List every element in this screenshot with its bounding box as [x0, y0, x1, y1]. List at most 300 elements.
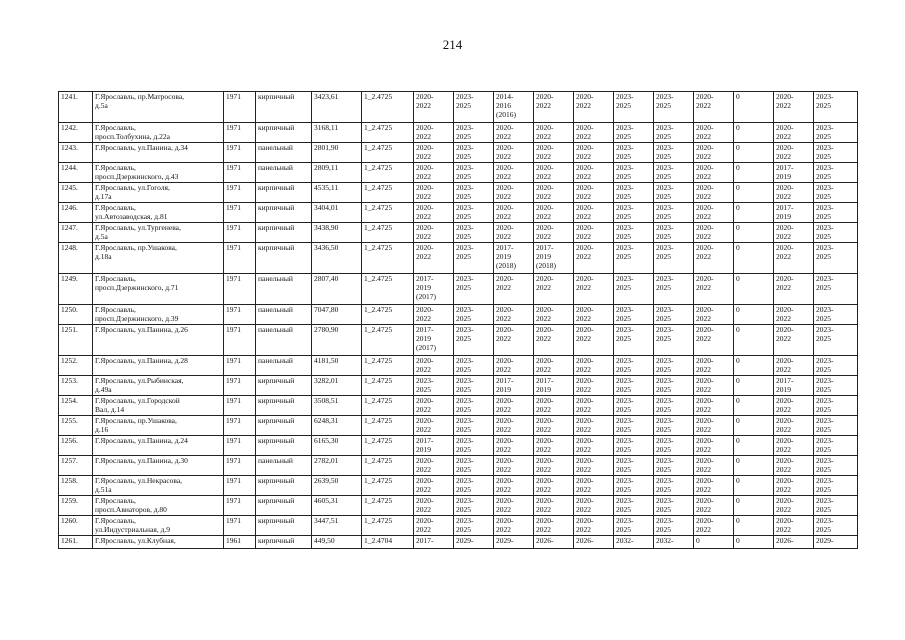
table-row [59, 476, 858, 496]
cell-year: 1971 [224, 243, 256, 274]
cell-period-4: 2020- 2022 [534, 143, 574, 163]
cell-period-4: 2020- 2022 [534, 325, 574, 356]
cell-period-6: 2023- 2025 [614, 516, 654, 536]
cell-code: 1_2.4725 [362, 92, 414, 123]
cell-address: Г.Ярославль, ул.Городской Вал, д.14 [93, 396, 224, 416]
cell-wall-material: кирпичный [256, 436, 312, 456]
cell-period-2: 2023- 2025 [454, 92, 494, 123]
cell-row-number: 1257. [59, 456, 93, 476]
cell-period-8: 2020- 2022 [694, 416, 734, 436]
cell-code: 1_2.4725 [362, 325, 414, 356]
cell-period-9: 0 [734, 396, 774, 416]
cell-period-3: 2020- 2022 [494, 436, 534, 456]
cell-period-6: 2023- 2025 [614, 396, 654, 416]
cell-period-3: 2020- 2022 [494, 516, 534, 536]
cell-period-1: 2020- 2022 [414, 223, 454, 243]
cell-period-5: 2020- 2022 [574, 476, 614, 496]
cell-period-11: 2023- 2025 [814, 325, 858, 356]
cell-address: Г.Ярославль, просп.Дзержинского, д.39 [93, 305, 224, 325]
cell-period-10: 2017- 2019 [774, 163, 814, 183]
cell-row-number: 1252. [59, 356, 93, 376]
cell-period-4: 2020- 2022 [534, 356, 574, 376]
cell-period-11: 2023- 2025 [814, 183, 858, 203]
cell-code: 1_2.4725 [362, 496, 414, 516]
cell-period-5: 2020- 2022 [574, 356, 614, 376]
cell-area: 3282,01 [312, 376, 362, 396]
table-row [59, 376, 858, 396]
cell-address: Г.Ярославль, ул.Панина, д.24 [93, 436, 224, 456]
cell-address: Г.Ярославль, ул.Индустриальная, д.9 [93, 516, 224, 536]
cell-wall-material: кирпичный [256, 396, 312, 416]
cell-code: 1_2.4725 [362, 305, 414, 325]
cell-wall-material: кирпичный [256, 243, 312, 274]
cell-wall-material: кирпичный [256, 203, 312, 223]
cell-period-5: 2020- 2022 [574, 92, 614, 123]
cell-period-10: 2020- 2022 [774, 183, 814, 203]
cell-period-10: 2020- 2022 [774, 476, 814, 496]
cell-period-9: 0 [734, 243, 774, 274]
cell-period-6: 2023- 2025 [614, 376, 654, 396]
cell-area: 4605,31 [312, 496, 362, 516]
cell-wall-material: кирпичный [256, 223, 312, 243]
table-row [59, 305, 858, 325]
cell-period-10: 2020- 2022 [774, 325, 814, 356]
cell-period-3: 2014- 2016 (2016) [494, 92, 534, 123]
cell-period-9: 0 [734, 416, 774, 436]
cell-wall-material: панельный [256, 143, 312, 163]
cell-period-8: 2020- 2022 [694, 163, 734, 183]
cell-code: 1_2.4725 [362, 516, 414, 536]
cell-address: Г.Ярославль, ул.Некрасова, д.51а [93, 476, 224, 496]
cell-area: 6248,31 [312, 416, 362, 436]
cell-period-1: 2020- 2022 [414, 243, 454, 274]
cell-period-10: 2020- 2022 [774, 243, 814, 274]
cell-period-10: 2026- [774, 536, 814, 549]
cell-row-number: 1244. [59, 163, 93, 183]
cell-period-2: 2023- 2025 [454, 396, 494, 416]
cell-period-11: 2023- 2025 [814, 516, 858, 536]
cell-period-3: 2020- 2022 [494, 456, 534, 476]
cell-period-2: 2023- 2025 [454, 243, 494, 274]
cell-period-7: 2023- 2025 [654, 476, 694, 496]
cell-period-1: 2017- 2019 (2017) [414, 274, 454, 305]
cell-period-6: 2023- 2025 [614, 143, 654, 163]
cell-address: Г.Ярославль, просп.Дзержинского, д.71 [93, 274, 224, 305]
cell-period-9: 0 [734, 496, 774, 516]
cell-code: 1_2.4725 [362, 396, 414, 416]
table-row [59, 356, 858, 376]
cell-period-3: 2020- 2022 [494, 183, 534, 203]
cell-address: Г.Ярославль, ул.Гоголя, д.17а [93, 183, 224, 203]
cell-period-8: 2020- 2022 [694, 496, 734, 516]
cell-address: Г.Ярославль, пр.Ушакова, д.18а [93, 243, 224, 274]
cell-period-5: 2020- 2022 [574, 203, 614, 223]
cell-period-8: 2020- 2022 [694, 476, 734, 496]
cell-period-5: 2020- 2022 [574, 416, 614, 436]
cell-period-9: 0 [734, 536, 774, 549]
cell-address: Г.Ярославль, ул.Клубная, [93, 536, 224, 549]
cell-address: Г.Ярославль, ул.Панина, д.28 [93, 356, 224, 376]
cell-area: 4181,50 [312, 356, 362, 376]
cell-period-3: 2020- 2022 [494, 356, 534, 376]
cell-period-4: 2020- 2022 [534, 436, 574, 456]
cell-period-3: 2020- 2022 [494, 396, 534, 416]
cell-period-1: 2020- 2022 [414, 496, 454, 516]
cell-period-4: 2020- 2022 [534, 476, 574, 496]
cell-row-number: 1260. [59, 516, 93, 536]
cell-area: 2639,50 [312, 476, 362, 496]
cell-year: 1971 [224, 123, 256, 143]
cell-period-2: 2023- 2025 [454, 223, 494, 243]
cell-period-9: 0 [734, 223, 774, 243]
cell-period-2: 2023- 2025 [454, 325, 494, 356]
table-row [59, 92, 858, 123]
cell-period-6: 2023- 2025 [614, 456, 654, 476]
cell-period-11: 2023- 2025 [814, 396, 858, 416]
cell-period-2: 2023- 2025 [454, 163, 494, 183]
cell-period-6: 2023- 2025 [614, 325, 654, 356]
cell-period-6: 2023- 2025 [614, 496, 654, 516]
cell-code: 1_2.4725 [362, 123, 414, 143]
cell-period-6: 2023- 2025 [614, 274, 654, 305]
cell-period-8: 2020- 2022 [694, 123, 734, 143]
cell-wall-material: кирпичный [256, 536, 312, 549]
page-number: 214 [442, 37, 463, 52]
cell-wall-material: панельный [256, 274, 312, 305]
cell-period-2: 2023- 2025 [454, 496, 494, 516]
cell-period-2: 2023- 2025 [454, 456, 494, 476]
cell-code: 1_2.4725 [362, 274, 414, 305]
cell-period-3: 2020- 2022 [494, 476, 534, 496]
cell-period-2: 2023- 2025 [454, 143, 494, 163]
cell-wall-material: панельный [256, 305, 312, 325]
cell-area: 2809,11 [312, 163, 362, 183]
cell-year: 1971 [224, 376, 256, 396]
cell-wall-material: кирпичный [256, 92, 312, 123]
cell-address: Г.Ярославль, просп.Авиаторов, д.80 [93, 496, 224, 516]
cell-period-7: 2023- 2025 [654, 163, 694, 183]
cell-row-number: 1246. [59, 203, 93, 223]
cell-row-number: 1248. [59, 243, 93, 274]
cell-period-7: 2023- 2025 [654, 243, 694, 274]
cell-period-2: 2023- 2025 [454, 476, 494, 496]
cell-row-number: 1253. [59, 376, 93, 396]
cell-code: 1_2.4725 [362, 163, 414, 183]
cell-period-3: 2029- [494, 536, 534, 549]
cell-wall-material: панельный [256, 356, 312, 376]
cell-period-5: 2020- 2022 [574, 376, 614, 396]
cell-period-11: 2023- 2025 [814, 456, 858, 476]
cell-period-6: 2023- 2025 [614, 203, 654, 223]
cell-period-10: 2020- 2022 [774, 396, 814, 416]
cell-period-10: 2020- 2022 [774, 356, 814, 376]
cell-period-10: 2020- 2022 [774, 305, 814, 325]
cell-period-8: 2020- 2022 [694, 143, 734, 163]
cell-period-2: 2029- [454, 536, 494, 549]
cell-period-5: 2020- 2022 [574, 516, 614, 536]
cell-period-1: 2023- 2025 [414, 376, 454, 396]
cell-period-10: 2020- 2022 [774, 92, 814, 123]
cell-period-8: 2020- 2022 [694, 436, 734, 456]
cell-period-8: 2020- 2022 [694, 223, 734, 243]
cell-period-3: 2017- 2019 (2018) [494, 243, 534, 274]
cell-row-number: 1256. [59, 436, 93, 456]
cell-address: Г.Ярославль, ул.Рыбинская, д.49а [93, 376, 224, 396]
cell-code: 1_2.4725 [362, 476, 414, 496]
cell-year: 1971 [224, 476, 256, 496]
cell-period-8: 2020- 2022 [694, 243, 734, 274]
cell-period-11: 2023- 2025 [814, 203, 858, 223]
cell-wall-material: кирпичный [256, 496, 312, 516]
cell-period-2: 2023- 2025 [454, 416, 494, 436]
cell-period-11: 2029- [814, 536, 858, 549]
cell-period-11: 2023- 2025 [814, 436, 858, 456]
cell-period-5: 2020- 2022 [574, 143, 614, 163]
cell-period-11: 2023- 2025 [814, 163, 858, 183]
cell-year: 1971 [224, 183, 256, 203]
table-body [59, 92, 858, 549]
cell-area: 2801,90 [312, 143, 362, 163]
cell-code: 1_2.4725 [362, 356, 414, 376]
cell-period-7: 2023- 2025 [654, 203, 694, 223]
cell-period-5: 2020- 2022 [574, 496, 614, 516]
cell-period-5: 2020- 2022 [574, 123, 614, 143]
cell-period-1: 2020- 2022 [414, 123, 454, 143]
cell-period-4: 2020- 2022 [534, 274, 574, 305]
cell-year: 1971 [224, 305, 256, 325]
cell-period-3: 2020- 2022 [494, 123, 534, 143]
cell-period-5: 2020- 2022 [574, 396, 614, 416]
cell-area: 2780,90 [312, 325, 362, 356]
cell-code: 1_2.4725 [362, 416, 414, 436]
cell-period-9: 0 [734, 476, 774, 496]
cell-period-9: 0 [734, 123, 774, 143]
table-row [59, 496, 858, 516]
cell-period-9: 0 [734, 325, 774, 356]
cell-area: 6165,30 [312, 436, 362, 456]
table-row [59, 163, 858, 183]
cell-period-9: 0 [734, 163, 774, 183]
cell-period-1: 2020- 2022 [414, 476, 454, 496]
cell-period-3: 2020- 2022 [494, 274, 534, 305]
cell-period-7: 2023- 2025 [654, 223, 694, 243]
cell-year: 1971 [224, 203, 256, 223]
cell-period-5: 2020- 2022 [574, 223, 614, 243]
cell-period-8: 2020- 2022 [694, 274, 734, 305]
cell-code: 1_2.4725 [362, 243, 414, 274]
cell-period-8: 2020- 2022 [694, 203, 734, 223]
cell-wall-material: панельный [256, 325, 312, 356]
cell-period-6: 2023- 2025 [614, 243, 654, 274]
cell-period-9: 0 [734, 305, 774, 325]
cell-period-6: 2032- [614, 536, 654, 549]
cell-period-8: 2020- 2022 [694, 325, 734, 356]
cell-period-6: 2023- 2025 [614, 476, 654, 496]
cell-period-10: 2020- 2022 [774, 496, 814, 516]
cell-area: 3436,50 [312, 243, 362, 274]
cell-year: 1971 [224, 456, 256, 476]
cell-address: Г.Ярославль, ул.Панина, д.26 [93, 325, 224, 356]
cell-period-9: 0 [734, 516, 774, 536]
cell-period-9: 0 [734, 203, 774, 223]
cell-period-3: 2020- 2022 [494, 163, 534, 183]
cell-area: 3404,01 [312, 203, 362, 223]
cell-code: 1_2.4704 [362, 536, 414, 549]
cell-period-6: 2023- 2025 [614, 436, 654, 456]
cell-period-5: 2020- 2022 [574, 274, 614, 305]
cell-year: 1971 [224, 325, 256, 356]
cell-period-8: 0 [694, 536, 734, 549]
cell-period-11: 2023- 2025 [814, 92, 858, 123]
table-row [59, 203, 858, 223]
cell-address: Г.Ярославль, ул.Тургенева, д.5а [93, 223, 224, 243]
cell-period-10: 2020- 2022 [774, 436, 814, 456]
cell-period-10: 2017- 2019 [774, 203, 814, 223]
cell-period-7: 2023- 2025 [654, 436, 694, 456]
cell-period-11: 2023- 2025 [814, 496, 858, 516]
table-row [59, 436, 858, 456]
cell-row-number: 1254. [59, 396, 93, 416]
cell-period-5: 2020- 2022 [574, 305, 614, 325]
cell-period-1: 2020- 2022 [414, 143, 454, 163]
cell-year: 1971 [224, 416, 256, 436]
table-row [59, 456, 858, 476]
cell-period-10: 2020- 2022 [774, 143, 814, 163]
cell-address: Г.Ярославль, пр.Ушакова, д.16 [93, 416, 224, 436]
table-row [59, 243, 858, 274]
cell-period-2: 2023- 2025 [454, 356, 494, 376]
cell-period-1: 2020- 2022 [414, 183, 454, 203]
cell-period-4: 2020- 2022 [534, 183, 574, 203]
cell-code: 1_2.4725 [362, 376, 414, 396]
cell-area: 449,50 [312, 536, 362, 549]
table-row [59, 516, 858, 536]
cell-wall-material: кирпичный [256, 123, 312, 143]
cell-period-6: 2023- 2025 [614, 356, 654, 376]
table-row [59, 183, 858, 203]
cell-period-4: 2017- 2019 [534, 376, 574, 396]
cell-period-1: 2020- 2022 [414, 456, 454, 476]
table-row [59, 123, 858, 143]
cell-period-9: 0 [734, 356, 774, 376]
cell-period-7: 2023- 2025 [654, 183, 694, 203]
cell-period-7: 2023- 2025 [654, 325, 694, 356]
cell-period-4: 2020- 2022 [534, 123, 574, 143]
cell-row-number: 1242. [59, 123, 93, 143]
cell-period-10: 2017- 2019 [774, 376, 814, 396]
cell-period-5: 2020- 2022 [574, 183, 614, 203]
cell-period-3: 2017- 2019 [494, 376, 534, 396]
cell-period-4: 2020- 2022 [534, 305, 574, 325]
cell-period-1: 2017- [414, 536, 454, 549]
cell-year: 1971 [224, 436, 256, 456]
cell-year: 1971 [224, 143, 256, 163]
cell-row-number: 1255. [59, 416, 93, 436]
cell-wall-material: кирпичный [256, 476, 312, 496]
cell-code: 1_2.4725 [362, 203, 414, 223]
cell-row-number: 1251. [59, 325, 93, 356]
cell-period-1: 2020- 2022 [414, 396, 454, 416]
cell-period-2: 2023- 2025 [454, 203, 494, 223]
cell-period-5: 2020- 2022 [574, 163, 614, 183]
cell-year: 1971 [224, 163, 256, 183]
cell-period-1: 2020- 2022 [414, 305, 454, 325]
cell-period-1: 2020- 2022 [414, 92, 454, 123]
cell-year: 1961 [224, 536, 256, 549]
cell-period-4: 2020- 2022 [534, 396, 574, 416]
cell-code: 1_2.4725 [362, 143, 414, 163]
cell-period-7: 2023- 2025 [654, 143, 694, 163]
cell-period-3: 2020- 2022 [494, 305, 534, 325]
cell-address: Г.Ярославль, ул.Панина, д.34 [93, 143, 224, 163]
cell-period-7: 2023- 2025 [654, 92, 694, 123]
cell-period-9: 0 [734, 183, 774, 203]
cell-period-2: 2023- 2025 [454, 436, 494, 456]
cell-period-9: 0 [734, 376, 774, 396]
cell-period-4: 2020- 2022 [534, 223, 574, 243]
table-row [59, 223, 858, 243]
table-row [59, 536, 858, 549]
cell-period-8: 2020- 2022 [694, 456, 734, 476]
cell-period-1: 2020- 2022 [414, 163, 454, 183]
cell-year: 1971 [224, 92, 256, 123]
cell-period-7: 2023- 2025 [654, 305, 694, 325]
cell-period-4: 2020- 2022 [534, 416, 574, 436]
cell-period-1: 2020- 2022 [414, 416, 454, 436]
cell-period-2: 2023- 2025 [454, 274, 494, 305]
cell-period-7: 2023- 2025 [654, 416, 694, 436]
cell-year: 1971 [224, 356, 256, 376]
cell-address: Г.Ярославль, просп.Толбухина, д.22а [93, 123, 224, 143]
cell-period-6: 2023- 2025 [614, 416, 654, 436]
cell-row-number: 1250. [59, 305, 93, 325]
cell-area: 3438,90 [312, 223, 362, 243]
cell-period-7: 2032- [654, 536, 694, 549]
cell-year: 1971 [224, 274, 256, 305]
cell-period-4: 2020- 2022 [534, 456, 574, 476]
cell-period-8: 2020- 2022 [694, 376, 734, 396]
cell-period-7: 2023- 2025 [654, 496, 694, 516]
cell-period-7: 2023- 2025 [654, 396, 694, 416]
cell-period-8: 2020- 2022 [694, 516, 734, 536]
cell-period-7: 2023- 2025 [654, 516, 694, 536]
cell-period-11: 2023- 2025 [814, 123, 858, 143]
cell-row-number: 1243. [59, 143, 93, 163]
table-row [59, 325, 858, 356]
cell-period-1: 2020- 2022 [414, 516, 454, 536]
cell-address: Г.Ярославль, ул.Панина, д.30 [93, 456, 224, 476]
cell-period-3: 2020- 2022 [494, 416, 534, 436]
cell-period-4: 2020- 2022 [534, 516, 574, 536]
cell-year: 1971 [224, 516, 256, 536]
cell-year: 1971 [224, 396, 256, 416]
cell-period-10: 2020- 2022 [774, 123, 814, 143]
cell-period-11: 2023- 2025 [814, 305, 858, 325]
cell-wall-material: кирпичный [256, 516, 312, 536]
cell-period-4: 2020- 2022 [534, 203, 574, 223]
cell-period-8: 2020- 2022 [694, 183, 734, 203]
cell-period-11: 2023- 2025 [814, 243, 858, 274]
cell-period-11: 2023- 2025 [814, 376, 858, 396]
cell-area: 3508,51 [312, 396, 362, 416]
cell-period-5: 2020- 2022 [574, 436, 614, 456]
cell-period-4: 2017- 2019 (2018) [534, 243, 574, 274]
cell-period-2: 2023- 2025 [454, 183, 494, 203]
cell-period-9: 0 [734, 92, 774, 123]
cell-period-11: 2023- 2025 [814, 223, 858, 243]
cell-wall-material: панельный [256, 456, 312, 476]
cell-area: 3168,11 [312, 123, 362, 143]
